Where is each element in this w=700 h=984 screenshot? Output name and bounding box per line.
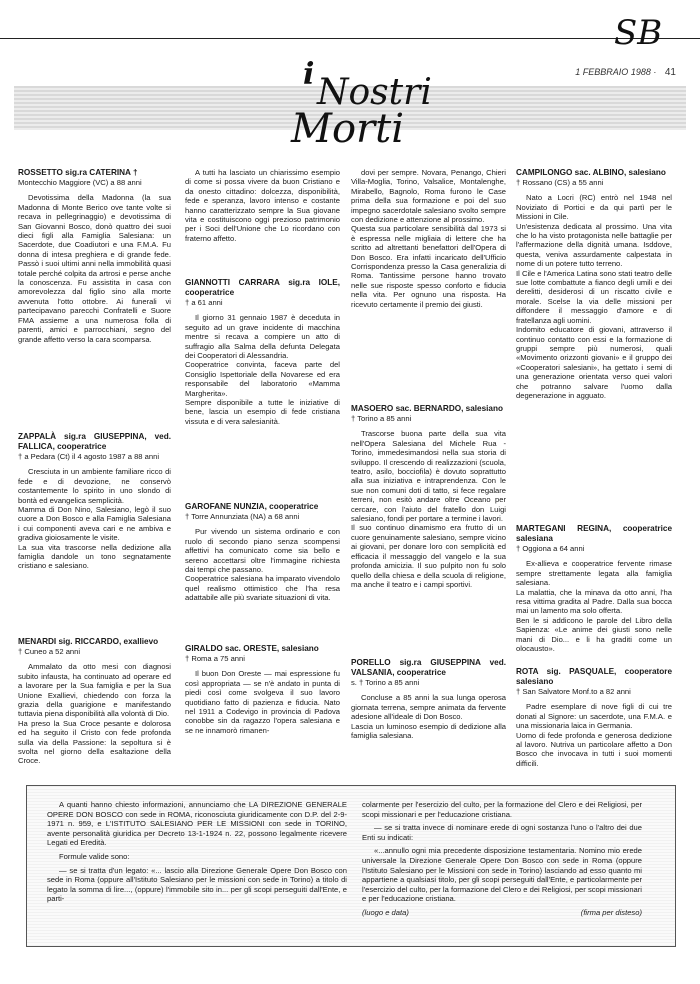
- obituary-text: Devotissima della Madonna (la sua Madonna di Monte Berico ove tante volte si recava in pellegrinaggio) e devotissima di San Giovanni Bosco, donò quattro dei suoi dieci figli alla Famiglia Salesiana: un Sacerdote, due Coadiutori e una F.M.A. Fu donna di intesa preghiera e di grande fede. Passò i suoi ultimi anni nella immobilità quasi totale perché colpita da artrosi e perse anche la conoscenza. Fu assistita in casa con amorevolezza dal figlio sino alla morte avvenuta l'otto ottobre. Ai funerali vi partecipavano parecchi Confratelli e Suore FMA assieme a una numerosa folla di parenti, amici e parrocchiani, segno del grande affetto verso la cara scomparsa.: [18, 193, 171, 344]
- legacy-notice-box: [26, 785, 676, 947]
- obituary-text: A tutti ha lasciato un chiarissimo esempio di come si possa vivere da buon Cristiano e da onesto cittadino: dolcezza, disponibilità, fede e speranza, lavoro intenso e costante hanno caratterizzato sempre la Sua giovane vita e costituiscono oggi prezioso patrimonio per i Soci dell'Unione che Lo ricordano con fraterno affetto.: [185, 168, 340, 243]
- obituary-text: Il giorno 31 gennaio 1987 è deceduta in seguito ad un grave incidente di macchina mentre si recava a compiere un atto di suffragio alla Salma della defunta Delegata dei Cooperatori di Alessandria. Cooperatrice convinta, faceva parte del Consiglio Ispettoriale della Novarese ed era responsabile del laboratorio «Mamma Margherita». Sempre disponibile a tutte le iniziative di bene, lascia un esempio di fede cristiana vissuta e di vera salesianità.: [185, 313, 340, 426]
- obituary-zappala: [18, 432, 171, 571]
- signature-line: [362, 908, 642, 918]
- obituary-giannotti: [185, 278, 340, 426]
- obituary-name: MASOERO sac. BERNARDO, salesiano: [351, 404, 503, 413]
- notice-right-column: [362, 800, 642, 918]
- obituary-name: MARTEGANI REGINA, cooperatrice salesiana: [516, 524, 672, 543]
- obituary-campilongo: [516, 168, 672, 400]
- obituary-details: † San Salvatore Monf.to a 82 anni: [516, 687, 631, 696]
- obituary-details: † Rossano (CS) a 55 anni: [516, 178, 604, 187]
- page-number: 41: [664, 67, 676, 78]
- obituary-details: † Roma a 75 anni: [185, 654, 245, 663]
- masthead-morti: Morti: [291, 106, 405, 150]
- obituary-name: GIRALDO sac. ORESTE, salesiano: [185, 644, 319, 653]
- obituary-garofane: [185, 502, 340, 603]
- top-rule: [0, 38, 700, 39]
- obituary-menardi: [18, 637, 171, 766]
- obituary-text: Pur vivendo un sistema ordinario e con ruolo di secondo piano senza scompensi affettivi ha comunicato come sia bello e sereno accettarsi oltre l'immagine richiesta dai tempi che passano. Cooperatrice salesiana ha imparato vivendolo quel realismo ottimistico che l'ha resa adattabile alle più svariate situazioni di vita.: [185, 527, 340, 603]
- obituary-name: GAROFANE NUNZIA, cooperatrice: [185, 502, 319, 511]
- issue-date: 1 FEBBRAIO 1988: [575, 67, 651, 77]
- notice-paragraph: A quanti hanno chiesto informazioni, annunciamo che LA DIREZIONE GENERALE OPERE DON BOSCO con sede in ROMA, riconosciuta giuridicamente con D.P. del 2-9-1971 n. 959, e L'ISTITUTO SALESIANO PER LE MISSIONI con sede in TORINO, avente personalità giuridica per Decreto 13-1-1924 n. 22, possono legalmente ricevere Legati ed Eredità.: [47, 800, 347, 848]
- obituary-details: Montecchio Maggiore (VC) a 88 anni: [18, 178, 142, 187]
- notice-paragraph: «...annullo ogni mia precedente disposizione testamentaria. Nomino mio erede universale la Direzione Generale Opere Don Bosco con sede in Roma (oppure l'Istituto Salesiano per le Missioni con sede in Torino) lasciando ad esso quanto mi appartiene a qualsiasi titolo, per gli scopi perseguiti dall'Ente, e particolarmente per l'esercizio del culto, per la formazione del Clero e dei Religiosi, per scopi missionari e per l'educazione cristiana.: [362, 846, 642, 904]
- obituary-giraldo: [185, 644, 340, 735]
- masthead-title: [255, 50, 455, 150]
- obituary-menardi-cont: [185, 168, 340, 243]
- obituary-rota: [516, 667, 672, 768]
- obituary-name: GIANNOTTI CARRARA sig.ra IOLE, cooperatrice: [185, 278, 340, 297]
- obituary-rossetto: [18, 168, 171, 344]
- obituary-text: Ammalato da otto mesi con diagnosi subito infausta, ha continuato ad operare ed a lavorare per la Sua famiglia e per la Sua Unione Exallievi, chiedendo con forza la grazia della guarigione e manifestando tuttavia piena disponibilità alla volontà di Dio. Ha preso la Sua Croce pesante e dolorosa ed ha seguito il Cristo con fede profonda sulla via della Passione: la sepoltura si è svolta nel giorno della esaltazione della Croce.: [18, 662, 171, 766]
- obituary-details: s. † Torino a 85 anni: [351, 678, 420, 687]
- obituary-details: † Torino a 85 anni: [351, 414, 412, 423]
- obituary-name: ROSSETTO sig.ra CATERINA †: [18, 168, 138, 177]
- obituary-name: MENARDI sig. RICCARDO, exallievo: [18, 637, 159, 646]
- obituary-text: Cresciuta in un ambiente familiare ricco di fede e di devozione, ne conservò costantemente lo spirito in uno slondo di bontà ed evangelica semplicità. Mamma di Don Nino, Salesiano, legò il suo cuore a Don Bosco e alla Famiglia Salesiana i cui componenti aveva cari e ne ambiva e gradiva gioiosamente le visite. La sua vita trascorse nella dedizione alla famiglia dandole un tono segnatamente cristiano e salesiano.: [18, 467, 171, 571]
- notice-left-column: [47, 800, 347, 908]
- obituary-text: Concluse a 85 anni la sua lunga operosa giornata terrena, sempre animata da fervente adesione all'ideale di Don Bosco. Lascia un luminoso esempio di dedizione alla famiglia salesiana.: [351, 693, 506, 741]
- page-dateline: [575, 67, 676, 78]
- obituary-text: Padre esemplare di nove figli di cui tre donati al Signore: un sacerdote, una F.M.A. e una missionaria laica in Germania. Uomo di fede profonda e generosa dedizione al lavoro. Nutriva un particolare affetto a Don Bosco che invocava in tutti i suoi momenti difficili.: [516, 702, 672, 768]
- obituary-details: † Cuneo a 52 anni: [18, 647, 81, 656]
- masthead-i: i: [303, 57, 315, 92]
- notice-paragraph: Formule valide sono:: [59, 851, 130, 861]
- obituary-name: CAMPILONGO sac. ALBINO, salesiano: [516, 168, 666, 177]
- notice-paragraph: — se si tratta invece di nominare erede di ogni sostanza l'uno o l'altro dei due Enti su indicati:: [362, 823, 642, 842]
- sb-logo-icon: [608, 6, 678, 54]
- obituary-details: † Oggiona a 64 anni: [516, 544, 585, 553]
- obituary-giraldo-cont: [351, 168, 506, 309]
- obituary-name: ROTA sig. PASQUALE, cooperatore salesiano: [516, 667, 672, 686]
- signature-label: (firma per disteso): [580, 907, 642, 917]
- obituary-text: Nato a Locri (RC) entrò nel 1948 nel Noviziato di Portici e da qui partì per le Missioni in Cile. Un'esistenza dedicata al prossimo. Una vita che lo ha visto protagonista nelle battaglie per l'affermazione della dignità umana. Isddove, questa, veniva assurdamente calpestata in nome di un potere tutto terreno. Il Cile e l'America Latina sono stati teatro delle sue lotte combattute a fianco degli umili e dei derelitti, desiderosi di un riscatto civile e morale. Scelse la via delle missioni per diffondere il messaggio d'amore e di fratellanza agli uomini. Indomito educatore di giovani, attraverso il continuo contatto con essi e la formazione di gruppi sempre più numerosi, quali «Movimento orizzonti giovani» e il gruppo dei «Cooperatori salesiani», ha gettato i semi di una generazione orientata verso quei valori che potranno salvare l'uomo dalla degenerazione in agguato.: [516, 193, 672, 400]
- svg-text:SB: SB: [614, 13, 663, 53]
- obituary-text: Ex-allieva e cooperatrice fervente rimase sempre strettamente legata alla famiglia salesiana. La malattia, che la minava da otto anni, l'ha resa vittima gradita al Padre. Dalla sua bocca mai un lamento ma solo offerta. Ben le si addicono le parole del Libro della Sapienza: «Le anime dei giusti sono nelle mani di Dio... e li ha graditi come un olocausto».: [516, 559, 672, 654]
- obituary-details: † a 61 anni: [185, 298, 223, 307]
- obituary-details: † Torre Annunziata (NA) a 68 anni: [185, 512, 300, 521]
- date-separator: ·: [653, 67, 657, 77]
- obituary-name: PORELLO sig.ra GIUSEPPINA ved. VALSANIA, cooperatrice: [351, 658, 506, 677]
- obituary-porello: [351, 658, 506, 740]
- notice-paragraph: colarmente per l'esercizio del culto, per la formazione del Clero e dei Religiosi, per scopi missionari e per l'educazione cristiana.: [362, 800, 642, 819]
- obituary-name: ZAPPALÀ sig.ra GIUSEPPINA, ved. FALLICA, cooperatrice: [18, 432, 171, 451]
- obituary-text: dovi per sempre. Novara, Penango, Chieri Villa-Moglia, Torino, Valsalice, Montalenghe, Mirabello, Bagnolo, Roma furono le Case prima della sua formazione e poi del suo impegno sacerdotale salesiano svolto sempre con dedizione e attenzione al prossimo. Questa sua particolare sensibilità dal 1973 si è espressa nelle migliaia di lettere che ha scritto ad altrettanti benefattori dell'Opera di Don Bosco. Era infatti incaricato dell'Ufficio Corrispondenza presso la Casa generalizia di Roma. Tantissime persone hanno trovato nelle sue risposte spesso conforto e fiducia nella vita. Per ognuno una risposta. Ha ricevuto certamente il premio dei giusti.: [351, 168, 506, 309]
- place-date-label: (luogo e data): [362, 907, 409, 917]
- obituary-text: Il buon Don Oreste — mai espressione fu così appropriata — se n'è andato in punta di piedi così come svolgeva il suo lavoro quotidiano fatto di pazienza e fiducia. Nato nel 1911 a Codevigo in provincia di Padova conobbe sin da ragazzo l'opera salesiana e se ne innamorò rimanen-: [185, 669, 340, 735]
- obituary-masoero: [351, 404, 506, 589]
- masthead-nostri: Nostri: [317, 72, 432, 113]
- obituary-text: Trascorse buona parte della sua vita nell'Opera Salesiana del Michele Rua - Torino, immedesimandosi nella sua storia di sviluppo. Il crescendo di realizzazioni (scuola, teatro, asilo, bocciofila) è dovuto soprattutto alla sua iniziativa e intraprendenza. Con le sue non comuni doti di tatto, si fece regalare terreni, non esitò andare oltre Oceano per cercare, con l'aiuto del fratello don Luigi salesiano, fondi per portare a termine i lavori. Il suo continuo dinamismo era frutto di un cuore genuinamente salesiano, sempre vicino ai giovani, per donare loro con semplicità ed efficacia il messaggio del vangelo e la sua profonda amicizia. Il suo pulpito non fu solo quello della chiesa e della scuola di religione, ma anche il teatro e i campi sportivi.: [351, 429, 506, 589]
- obituary-details: † a Pedara (Ct) il 4 agosto 1987 a 88 anni: [18, 452, 159, 461]
- obituary-martegani: [516, 524, 672, 653]
- notice-paragraph: — se si tratta d'un legato: «... lascio alla Direzione Generale Opere Don Bosco con sede in Roma (oppure all'Istituto Salesiano per le missioni con sede in Torino) a titolo di legato la somma di lire..., (oppure) l'immobile sito in... per gli scopi perseguiti dall'Ente, e parti-: [47, 865, 347, 904]
